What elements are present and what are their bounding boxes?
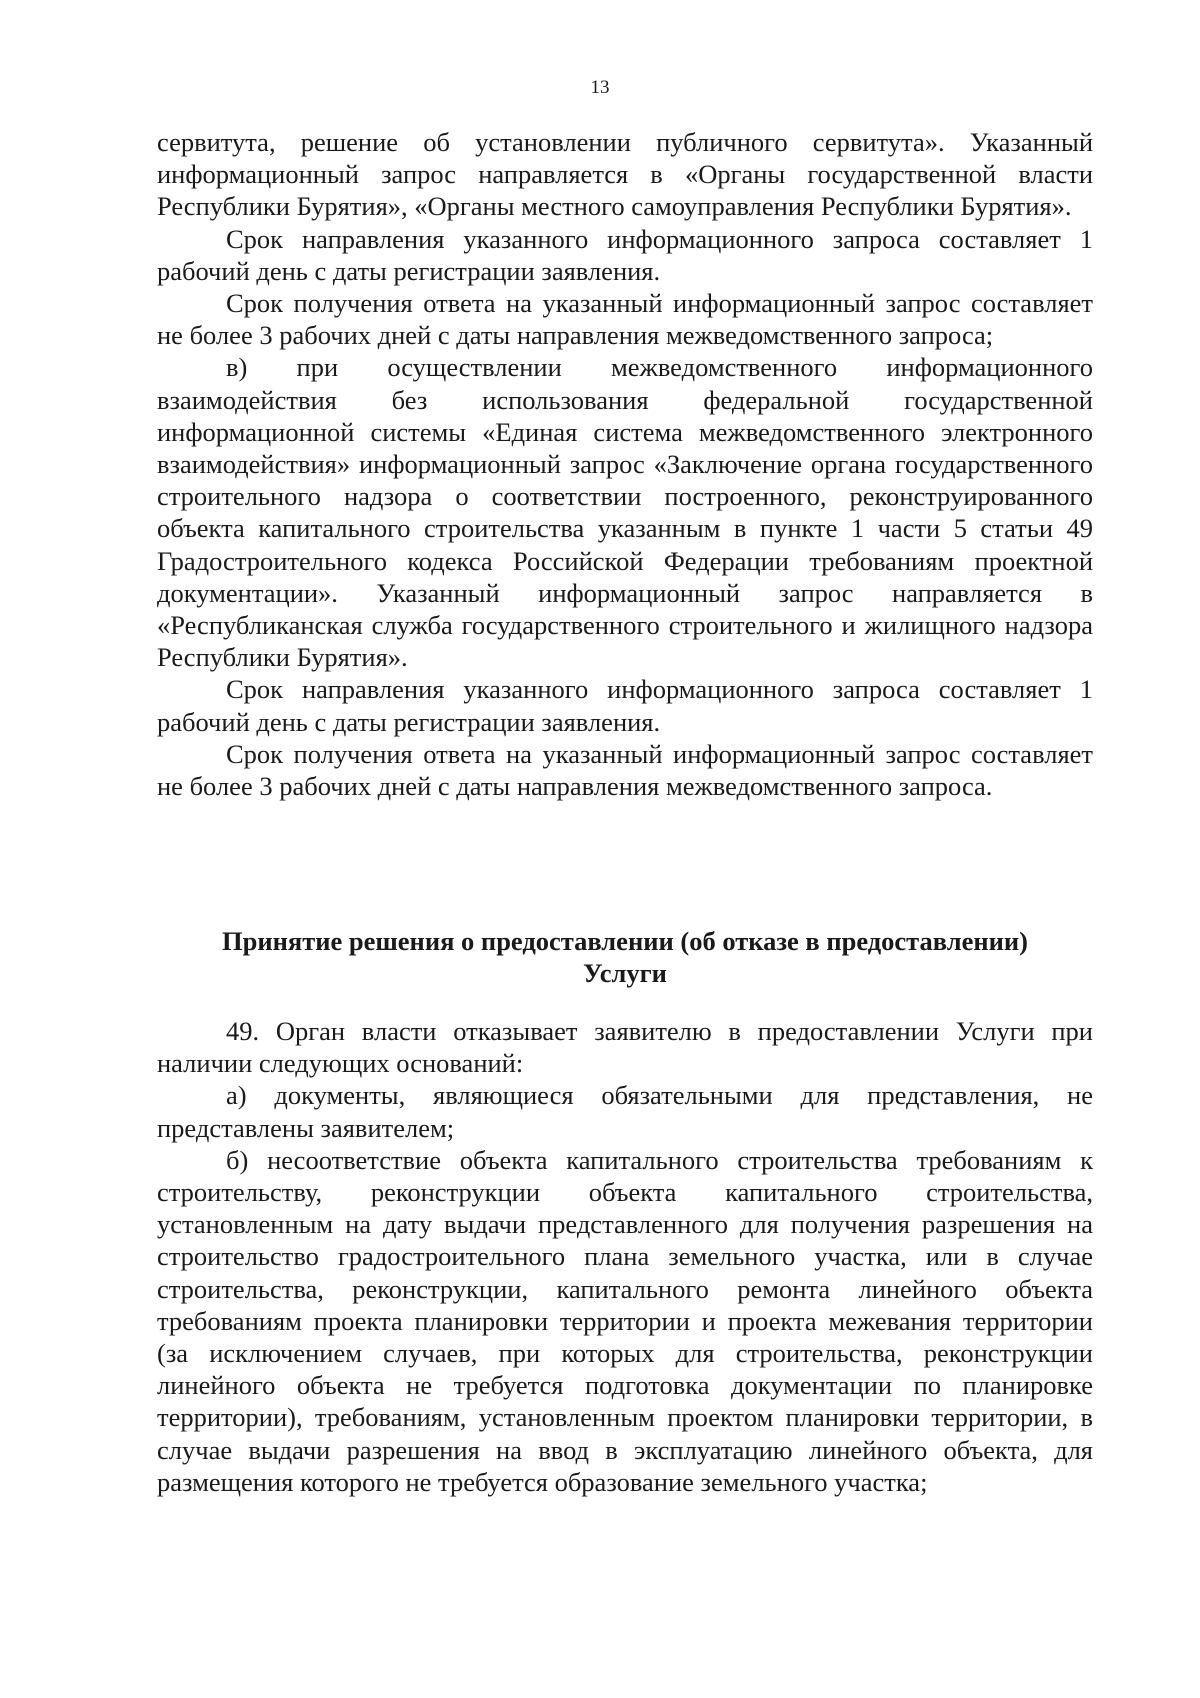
section-refusal-grounds [157,1015,1093,1498]
section-heading-line2: Услуги [583,958,667,989]
paragraph-item-49: 49. Орган власти отказывает заявителю в предоставлении Услуги при наличии следующих оснований: [157,1016,1093,1079]
paragraph-response-deadline: Срок получения ответа на указанный информационный запрос составляет не более 3 рабочих дней с даты направления межведомственного запроса; [157,288,1093,351]
paragraph-request-deadline: Срок направления указанного информационного запроса составляет 1 рабочий день с даты регистрации заявления. [157,223,1093,286]
paragraph-item-v: в) при осуществлении межведомственного информационного взаимодействия без использования федеральной государственной информационной системы «Единая система межведомственного электронного взаимодействия» информационный запрос «Заключение органа государственного строительного надзора о соответствии построенного, реконструированного объекта капитального строительства указанным в пункте 1 части 5 статьи 49 Градостроительного кодекса Российской Федерации требованиям проектной документации». Указанный информационный запрос направляется в «Республиканская служба государственного строительного и жилищного надзора Республики Бурятия». [157,352,1093,673]
paragraph-servitude-continuation: сервитута, решение об установлении публичного сервитута». Указанный информационный запрос направляется в «Органы государственной власти Республики Бурятия», «Органы местного самоуправления Республики Бурятия». [157,127,1093,222]
section-heading [157,925,1093,989]
paragraph-request-deadline-2: Срок направления указанного информационного запроса составляет 1 рабочий день с даты регистрации заявления. [157,674,1093,737]
paragraph-response-deadline-2: Срок получения ответа на указанный информационный запрос составляет не более 3 рабочих дней с даты направления межведомственного запроса. [157,738,1093,802]
section-intermediate-queries [157,126,1093,802]
paragraph-item-b: б) несоответствие объекта капитального строительства требованиям к строительству, реконструкции объекта капитального строительства, установленным на дату выдачи представленного для получения разрешения на строительство градостроительного плана земельного участка, или в случае строительства, реконструкции, капитального ремонта линейного объекта требованиям проекта планировки территории и проекта межевания территории (за исключением случаев, при которых для строительства, реконструкции линейного объекта не требуется подготовка документации по планировке территории), требованиям, установленным проектом планировки территории, в случае выдачи разрешения на ввод в эксплуатацию линейного объекта, для размещения которого не требуется образование земельного участка; [157,1144,1093,1497]
section-heading-line1: Принятие решения о предоставлении (об отказе в предоставлении) [222,926,1028,956]
paragraph-item-a: а) документы, являющиеся обязательными для представления, не представлены заявителем; [157,1080,1093,1143]
page-number: 13 [590,77,610,98]
